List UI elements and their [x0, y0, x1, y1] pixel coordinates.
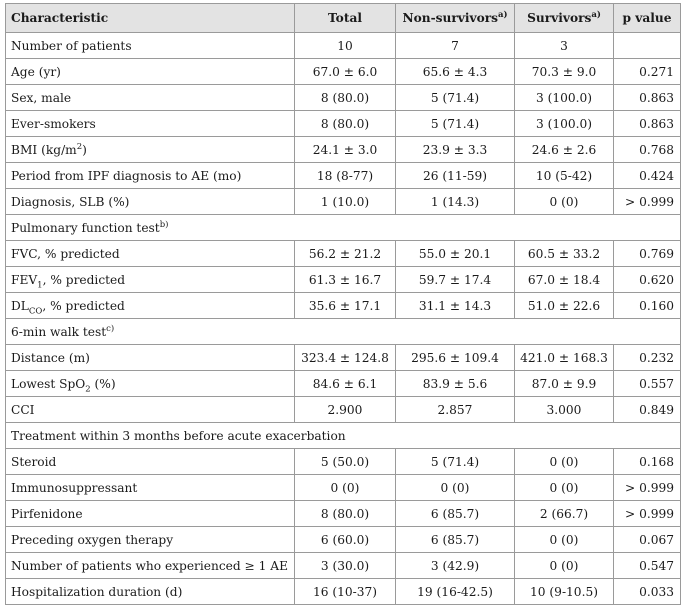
table-row: [6, 579, 681, 605]
row-label-subscript: 2: [85, 383, 91, 394]
row-label-text: Preceding oxygen therapy: [11, 532, 174, 547]
cell-p-value: > 0.999: [614, 475, 681, 501]
cell-p-value: 0.863: [614, 85, 681, 111]
row-label-text: CCI: [11, 402, 35, 417]
cell-survivors: 0 (0): [515, 527, 614, 553]
cell-total: 5 (50.0): [295, 449, 396, 475]
row-label: [6, 579, 295, 605]
cell-non-survivors: 6 (85.7): [396, 527, 515, 553]
cell-survivors: 3 (100.0): [515, 111, 614, 137]
cell-p-value: 0.849: [614, 397, 681, 423]
row-label: [6, 345, 295, 371]
cell-p-value: > 0.999: [614, 501, 681, 527]
table-row: [6, 475, 681, 501]
table-row: [6, 189, 681, 215]
cell-p-value: 0.424: [614, 163, 681, 189]
table-row: [6, 137, 681, 163]
row-label-text: FVC, % predicted: [11, 246, 120, 261]
cell-survivors: 70.3 ± 9.0: [515, 59, 614, 85]
cell-survivors: 0 (0): [515, 449, 614, 475]
cell-non-survivors: 55.0 ± 20.1: [396, 241, 515, 267]
cell-p-value: 0.557: [614, 371, 681, 397]
row-label: [6, 475, 295, 501]
cell-non-survivors: 2.857: [396, 397, 515, 423]
cell-survivors: 421.0 ± 168.3: [515, 345, 614, 371]
section-heading: [6, 423, 681, 449]
cell-total: 10: [295, 33, 396, 59]
table-row: [6, 501, 681, 527]
cell-survivors: 10 (9-10.5): [515, 579, 614, 605]
section-heading-label: Pulmonary function test: [11, 220, 160, 235]
table-row: [6, 527, 681, 553]
row-label-text: Distance (m): [11, 350, 90, 365]
row-label: [6, 267, 295, 293]
row-label-text: Number of patients: [11, 38, 132, 53]
row-label: [6, 163, 295, 189]
cell-p-value: 0.769: [614, 241, 681, 267]
header-characteristic: Characteristic: [6, 4, 295, 33]
cell-non-survivors: 5 (71.4): [396, 449, 515, 475]
cell-p-value: 0.620: [614, 267, 681, 293]
cell-total: 61.3 ± 16.7: [295, 267, 396, 293]
header-survivors-label: Survivors: [527, 11, 592, 25]
cell-p-value: 0.232: [614, 345, 681, 371]
row-label-text: Number of patients who experienced ≥ 1 AE: [11, 558, 288, 573]
cell-non-survivors: 6 (85.7): [396, 501, 515, 527]
cell-non-survivors: 5 (71.4): [396, 111, 515, 137]
cell-non-survivors: 1 (14.3): [396, 189, 515, 215]
cell-survivors: 0 (0): [515, 475, 614, 501]
row-label: [6, 189, 295, 215]
table-row: [6, 111, 681, 137]
row-label-text: BMI (kg/m: [11, 142, 77, 157]
row-label: [6, 85, 295, 111]
row-label-subscript: CO: [28, 305, 43, 316]
cell-non-survivors: 26 (11-59): [396, 163, 515, 189]
cell-non-survivors: 295.6 ± 109.4: [396, 345, 515, 371]
cell-survivors: 10 (5-42): [515, 163, 614, 189]
row-label-tail: (%): [90, 376, 116, 391]
header-non-survivors: [396, 4, 515, 33]
patient-characteristics-table: [5, 3, 681, 605]
section-heading: [6, 319, 681, 345]
cell-total: 18 (8-77): [295, 163, 396, 189]
cell-survivors: 2 (66.7): [515, 501, 614, 527]
table-row: [6, 397, 681, 423]
cell-non-survivors: 0 (0): [396, 475, 515, 501]
cell-survivors: 51.0 ± 22.6: [515, 293, 614, 319]
cell-non-survivors: 23.9 ± 3.3: [396, 137, 515, 163]
cell-non-survivors: 5 (71.4): [396, 85, 515, 111]
row-label-text: Diagnosis, SLB (%): [11, 194, 130, 209]
cell-non-survivors: 7: [396, 33, 515, 59]
cell-non-survivors: 19 (16-42.5): [396, 579, 515, 605]
row-label: [6, 397, 295, 423]
row-label-text: Pirfenidone: [11, 506, 83, 521]
section-heading-label: Treatment within 3 months before acute exacerbation: [11, 428, 346, 443]
row-label-text: DL: [11, 298, 29, 313]
cell-total: 2.900: [295, 397, 396, 423]
cell-non-survivors: 59.7 ± 17.4: [396, 267, 515, 293]
row-label: [6, 111, 295, 137]
section-row: [6, 423, 681, 449]
cell-survivors: 0 (0): [515, 189, 614, 215]
row-label: [6, 553, 295, 579]
row-label: [6, 33, 295, 59]
cell-total: 1 (10.0): [295, 189, 396, 215]
header-non-survivors-label: Non-survivors: [402, 11, 498, 25]
row-label-text: Age (yr): [11, 64, 61, 79]
header-survivors-footnote: a): [591, 9, 601, 20]
cell-p-value: 0.271: [614, 59, 681, 85]
section-row: [6, 215, 681, 241]
row-label-tail: , % predicted: [42, 272, 126, 287]
row-label-tail: ): [82, 142, 87, 157]
cell-survivors: 67.0 ± 18.4: [515, 267, 614, 293]
row-label: [6, 293, 295, 319]
row-label-subscript: 1: [37, 279, 43, 290]
table-row: [6, 59, 681, 85]
row-label-text: Period from IPF diagnosis to AE (mo): [11, 168, 242, 183]
cell-survivors: 3.000: [515, 397, 614, 423]
table-header: [6, 4, 681, 33]
cell-p-value: 0.547: [614, 553, 681, 579]
cell-total: 24.1 ± 3.0: [295, 137, 396, 163]
cell-p-value: 0.160: [614, 293, 681, 319]
cell-survivors: 87.0 ± 9.9: [515, 371, 614, 397]
cell-p-value: 0.863: [614, 111, 681, 137]
row-label-text: Hospitalization duration (d): [11, 584, 183, 599]
cell-survivors: 3: [515, 33, 614, 59]
cell-non-survivors: 31.1 ± 14.3: [396, 293, 515, 319]
cell-survivors: 3 (100.0): [515, 85, 614, 111]
cell-non-survivors: 3 (42.9): [396, 553, 515, 579]
table-row: [6, 163, 681, 189]
section-footnote: b): [159, 219, 169, 230]
row-label-text: Ever-smokers: [11, 116, 96, 131]
section-heading-label: 6-min walk test: [11, 324, 107, 339]
cell-total: 0 (0): [295, 475, 396, 501]
row-label: [6, 527, 295, 553]
row-label: [6, 501, 295, 527]
section-heading: [6, 215, 681, 241]
section-footnote: c): [106, 323, 115, 334]
cell-p-value: 0.033: [614, 579, 681, 605]
table-row: [6, 345, 681, 371]
cell-total: 56.2 ± 21.2: [295, 241, 396, 267]
row-label-text: Lowest SpO: [11, 376, 86, 391]
table-row: [6, 85, 681, 111]
row-label-text: Sex, male: [11, 90, 72, 105]
section-row: [6, 319, 681, 345]
table-row: [6, 33, 681, 59]
row-label: [6, 449, 295, 475]
cell-total: 323.4 ± 124.8: [295, 345, 396, 371]
row-label: [6, 59, 295, 85]
cell-total: 8 (80.0): [295, 501, 396, 527]
cell-total: 35.6 ± 17.1: [295, 293, 396, 319]
cell-survivors: 24.6 ± 2.6: [515, 137, 614, 163]
header-row: [6, 4, 681, 33]
table-row: [6, 267, 681, 293]
table-row: [6, 449, 681, 475]
header-non-survivors-footnote: a): [498, 9, 508, 20]
cell-non-survivors: 83.9 ± 5.6: [396, 371, 515, 397]
row-label-tail: , % predicted: [42, 298, 125, 313]
cell-p-value: 0.768: [614, 137, 681, 163]
cell-total: 8 (80.0): [295, 111, 396, 137]
header-p-value: p value: [614, 4, 681, 33]
row-label-text: FEV: [11, 272, 38, 287]
table-row: [6, 241, 681, 267]
cell-p-value: > 0.999: [614, 189, 681, 215]
row-label-text: Steroid: [11, 454, 57, 469]
header-survivors: [515, 4, 614, 33]
row-label-text: Immunosuppressant: [11, 480, 138, 495]
table-row: [6, 371, 681, 397]
row-label: [6, 371, 295, 397]
cell-total: 8 (80.0): [295, 85, 396, 111]
row-label-superscript: 2: [76, 141, 83, 152]
cell-total: 16 (10-37): [295, 579, 396, 605]
row-label: [6, 241, 295, 267]
cell-total: 67.0 ± 6.0: [295, 59, 396, 85]
cell-p-value: 0.168: [614, 449, 681, 475]
cell-p-value: [614, 33, 681, 59]
cell-total: 6 (60.0): [295, 527, 396, 553]
table-row: [6, 293, 681, 319]
cell-survivors: 60.5 ± 33.2: [515, 241, 614, 267]
cell-total: 84.6 ± 6.1: [295, 371, 396, 397]
table-body: [6, 33, 681, 605]
header-total: Total: [295, 4, 396, 33]
cell-p-value: 0.067: [614, 527, 681, 553]
table-row: [6, 553, 681, 579]
cell-survivors: 0 (0): [515, 553, 614, 579]
cell-total: 3 (30.0): [295, 553, 396, 579]
cell-non-survivors: 65.6 ± 4.3: [396, 59, 515, 85]
row-label: [6, 137, 295, 163]
